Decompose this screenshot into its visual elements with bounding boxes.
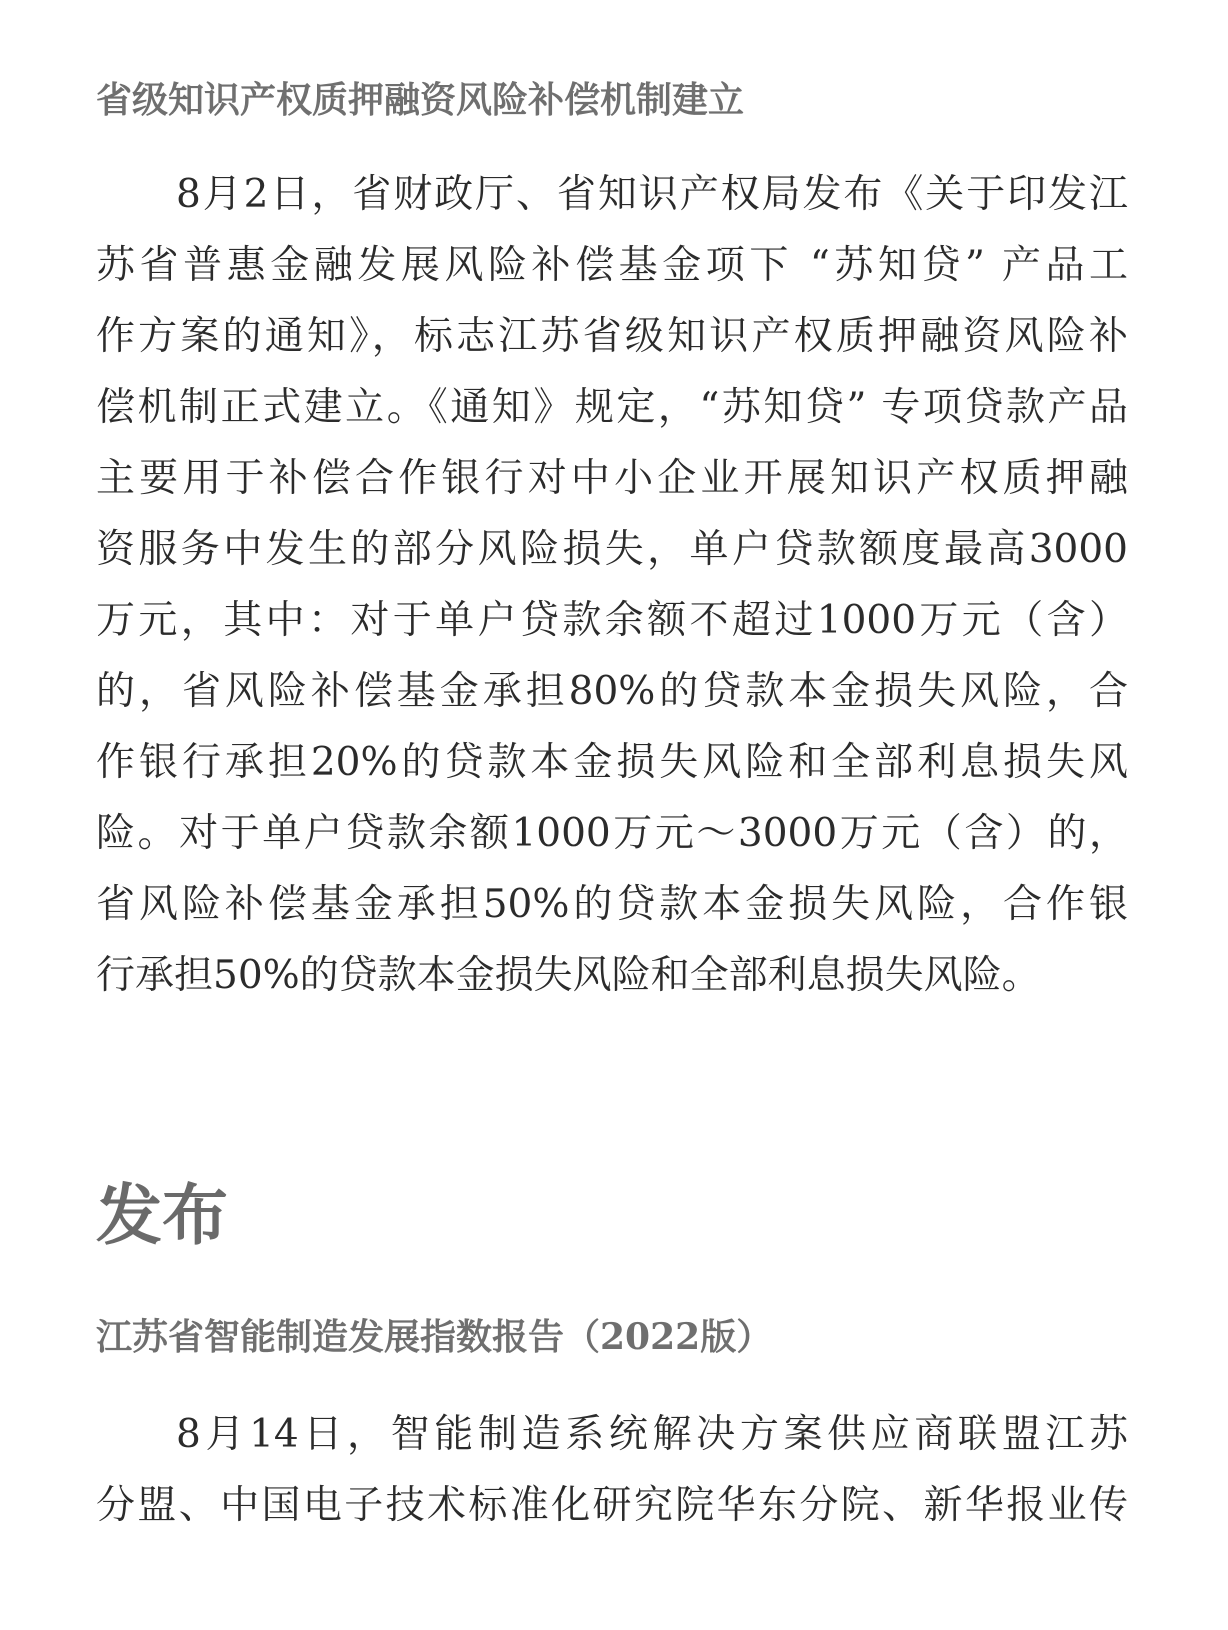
- subheading-smart-manufacturing-index-report: 江苏省智能制造发展指数报告（2022版）: [96, 1316, 773, 1358]
- subheading-ip-pledge-risk-compensation: 省级知识产权质押融资风险补偿机制建立: [96, 79, 745, 121]
- paragraph-su-zhi-dai: [96, 159, 1128, 1011]
- section-heading-publish: 发布: [96, 1177, 228, 1254]
- paragraph-line: 万元，其中：对于单户贷款余额不超过1000万元（含）: [96, 598, 1128, 643]
- paragraph-line: 分盟、中国电子技术标准化研究院华东分院、新华报业传: [96, 1483, 1128, 1528]
- paragraph-line: 作方案的通知》，标志江苏省级知识产权质押融资风险补: [96, 314, 1128, 359]
- paragraph-line: 8月14日，智能制造系统解决方案供应商联盟江苏: [176, 1412, 1128, 1457]
- paragraph-line: 苏省普惠金融发展风险补偿基金项下 “苏知贷” 产品工: [96, 243, 1128, 288]
- paragraph-line: 偿机制正式建立。《通知》规定，“苏知贷” 专项贷款产品: [96, 385, 1128, 430]
- paragraph-line: 险。对于单户贷款余额1000万元～3000万元（含）的，: [96, 811, 1128, 856]
- paragraph-smart-manufacturing: [96, 1399, 1128, 1541]
- paragraph-line: 主要用于补偿合作银行对中小企业开展知识产权质押融: [96, 456, 1128, 501]
- paragraph-line: 省风险补偿基金承担50%的贷款本金损失风险，合作银: [96, 882, 1128, 927]
- paragraph-line: 作银行承担20%的贷款本金损失风险和全部利息损失风: [96, 740, 1128, 785]
- paragraph-line: 的，省风险补偿基金承担80%的贷款本金损失风险，合: [96, 669, 1128, 714]
- paragraph-line: 资服务中发生的部分风险损失，单户贷款额度最高3000: [96, 527, 1128, 572]
- paragraph-line: 8月2日，省财政厅、省知识产权局发布《关于印发江: [176, 172, 1128, 217]
- paragraph-line: 行承担50%的贷款本金损失风险和全部利息损失风险。: [96, 953, 1041, 998]
